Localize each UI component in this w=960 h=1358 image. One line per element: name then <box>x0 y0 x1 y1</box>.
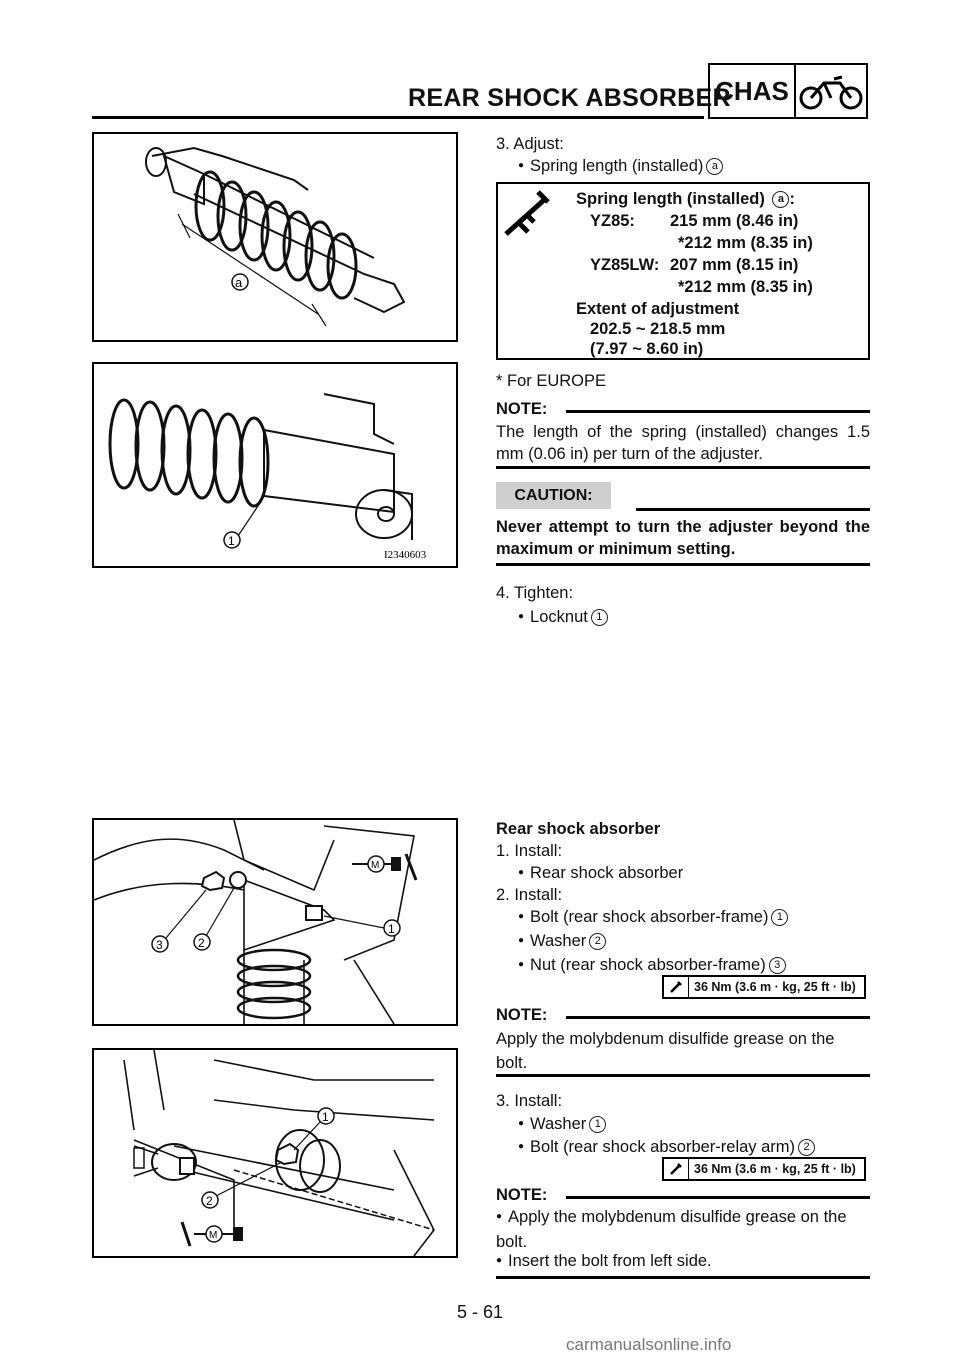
caution-rule <box>636 508 870 511</box>
step-3-item: ● Spring length (installed) a <box>518 155 723 180</box>
svg-text:1: 1 <box>228 534 235 548</box>
note-end-rule <box>496 1074 870 1077</box>
note-end-rule <box>496 466 870 469</box>
s3-item: ● Bolt (rear shock absorber-relay arm) 2 <box>518 1136 815 1161</box>
note-label: NOTE: <box>496 1006 548 1024</box>
figure-locknut <box>92 362 458 568</box>
note-list-item: ● Insert the bolt from left side. <box>496 1250 712 1275</box>
svg-text:2: 2 <box>206 1194 213 1208</box>
caution-text: Never attempt to turn the adjuster beyond the maximum or minimum setting. <box>496 518 870 558</box>
s3-heading: 3. Install: <box>496 1092 563 1110</box>
section-badge <box>708 63 868 119</box>
spec-box <box>496 182 870 360</box>
note-rule <box>566 1016 870 1019</box>
section-label: CHAS <box>710 65 796 117</box>
section-title: Rear shock absorber <box>496 820 661 838</box>
watermark: carmanualsonline.info <box>566 1335 732 1354</box>
spec-row-value: *212 mm (8.35 in) <box>678 234 813 252</box>
step-3-heading: 3. Adjust: <box>496 135 564 153</box>
note-text: Apply the molybdenum disulfide grease on the bolt. <box>496 1030 835 1072</box>
wrench-icon <box>664 977 689 997</box>
torque-spec <box>662 1157 866 1181</box>
figure-code: I2340603 <box>384 549 427 561</box>
spec-row-value: 207 mm (8.15 in) <box>670 256 799 274</box>
s2-heading: 2. Install: <box>496 886 563 904</box>
s2-item: ● Nut (rear shock absorber-frame) 3 <box>518 954 786 979</box>
torque-value: 36 Nm (3.6 m · kg, 25 ft · lb) <box>694 980 856 994</box>
wrench-icon <box>664 1159 689 1179</box>
note-rule <box>566 1196 870 1199</box>
torque-spec <box>662 975 866 999</box>
step-4-heading: 4. Tighten: <box>496 584 574 602</box>
caution-end-rule <box>496 563 870 566</box>
spec-row-value: 215 mm (8.46 in) <box>670 212 799 230</box>
note-label: NOTE: <box>496 1186 548 1204</box>
s3-item: ● Washer 1 <box>518 1113 606 1138</box>
figure-install-relay-arm <box>92 1048 458 1258</box>
note-end-rule <box>496 1276 870 1279</box>
torque-value: 36 Nm (3.6 m · kg, 25 ft · lb) <box>694 1162 856 1176</box>
note-label: NOTE: <box>496 400 548 418</box>
note-rule <box>566 410 870 413</box>
header-rule <box>92 116 704 119</box>
svg-text:2: 2 <box>198 936 205 950</box>
page-number: 5 - 61 <box>456 1302 504 1322</box>
spec-row-label: YZ85: <box>590 212 635 230</box>
motorcycle-icon <box>796 65 866 117</box>
note-text: The length of the spring (installed) changes 1.5 mm (0.06 in) per turn of the adjuster. <box>496 423 870 463</box>
caution-label: CAUTION: <box>496 482 611 509</box>
page-title: REAR SHOCK ABSORBER <box>408 84 731 112</box>
svg-text:3: 3 <box>156 938 163 952</box>
svg-text:a: a <box>235 275 243 290</box>
figure-install-frame <box>92 818 458 1026</box>
spec-extent-label: Extent of adjustment <box>576 300 740 318</box>
s2-item: ● Washer 2 <box>518 930 606 955</box>
svg-text:M: M <box>371 860 380 871</box>
step-4-item: ● Locknut 1 <box>518 606 608 631</box>
spec-extent-range: 202.5 ~ 218.5 mm <box>590 320 726 338</box>
spec-title: Spring length (installed) a : <box>576 190 795 208</box>
s2-item: ● Bolt (rear shock absorber-frame) 1 <box>518 906 788 931</box>
spec-row-label: YZ85LW: <box>590 256 660 274</box>
s1-heading: 1. Install: <box>496 842 563 860</box>
note-list-item: ● Apply the molybdenum disulfide grease on the bolt. <box>496 1206 870 1253</box>
svg-text:1: 1 <box>388 922 395 936</box>
spec-row-value: *212 mm (8.35 in) <box>678 278 813 296</box>
europe-note: * For EUROPE <box>496 372 607 390</box>
spec-extent-range-in: (7.97 ~ 8.60 in) <box>590 340 704 358</box>
caliper-icon <box>498 184 554 244</box>
grease-icon <box>182 1222 242 1246</box>
svg-text:M: M <box>209 1230 218 1241</box>
svg-text:1: 1 <box>322 1110 329 1124</box>
s1-item: ● Rear shock absorber <box>518 862 683 887</box>
figure-spring-length <box>92 132 458 342</box>
